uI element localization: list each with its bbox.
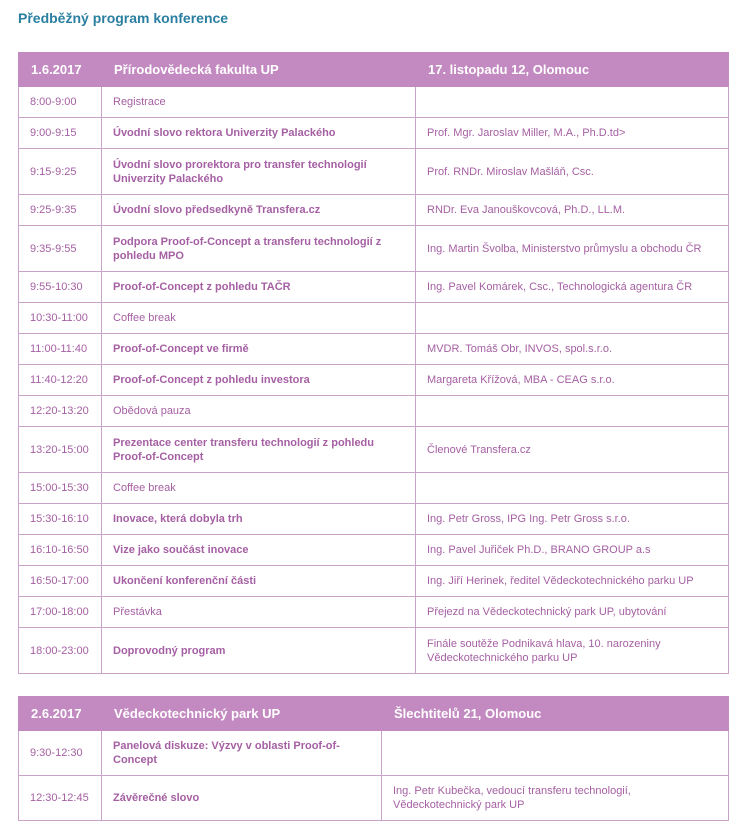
table-row [19,427,729,473]
session-time: 9:15-9:25 [19,149,102,195]
session-time: 9:00-9:15 [19,118,102,149]
session-title: Proof-of-Concept z pohledu investora [102,365,416,396]
session-title: Úvodní slovo rektora Univerzity Palackého [102,118,416,149]
header-address: Šlechtitelů 21, Olomouc [382,697,729,731]
table-row [19,535,729,566]
session-time: 12:20-13:20 [19,396,102,427]
session-time: 10:30-11:00 [19,303,102,334]
table-header-row [19,697,729,731]
table-row [19,566,729,597]
table-row [19,365,729,396]
session-speaker [416,396,729,427]
table-row [19,226,729,272]
page-title: Předběžný program konference [18,10,229,26]
session-title: Coffee break [102,473,416,504]
table-row [19,504,729,535]
session-speaker: RNDr. Eva Janouškovcová, Ph.D., LL.M. [416,195,729,226]
table-row [19,149,729,195]
program-rows [19,731,729,821]
session-time: 15:00-15:30 [19,473,102,504]
session-title: Vize jako součást inovace [102,535,416,566]
session-time: 8:00-9:00 [19,87,102,118]
session-time: 11:40-12:20 [19,365,102,396]
header-venue: Přírodovědecká fakulta UP [102,53,416,87]
table-row [19,473,729,504]
session-speaker: Margareta Křížová, MBA - CEAG s.r.o. [416,365,729,396]
session-title: Inovace, která dobyla trh [102,504,416,535]
session-time: 16:50-17:00 [19,566,102,597]
session-speaker [416,303,729,334]
session-speaker: Přejezd na Vědeckotechnický park UP, ubytování [416,597,729,628]
table-row [19,87,729,118]
table-row [19,731,729,776]
session-title: Obědová pauza [102,396,416,427]
session-speaker: MVDR. Tomáš Obr, INVOS, spol.s.r.o. [416,334,729,365]
session-title: Prezentace center transferu technologií z pohledu Proof-of-Concept [102,427,416,473]
session-speaker: Prof. Mgr. Jaroslav Miller, M.A., Ph.D.td> [416,118,729,149]
session-speaker: Ing. Martin Švolba, Ministerstvo průmyslu a obchodu ČR [416,226,729,272]
header-venue: Vědeckotechnický park UP [102,697,382,731]
header-date: 1.6.2017 [19,53,102,87]
session-speaker: Finále soutěže Podnikavá hlava, 10. narozeniny Vědeckotechnického parku UP [416,628,729,674]
table-row [19,776,729,821]
table-row [19,303,729,334]
session-title: Proof-of-Concept z pohledu TAČR [102,272,416,303]
table-row [19,272,729,303]
session-title: Přestávka [102,597,416,628]
session-time: 11:00-11:40 [19,334,102,365]
session-title: Úvodní slovo prorektora pro transfer technologií Univerzity Palackého [102,149,416,195]
session-speaker: Ing. Petr Kubečka, vedoucí transferu technologií, Vědeckotechnický park UP [382,776,729,821]
session-time: 18:00-23:00 [19,628,102,674]
session-time: 12:30-12:45 [19,776,102,821]
session-speaker [416,87,729,118]
table-row [19,118,729,149]
table-row [19,628,729,674]
session-time: 16:10-16:50 [19,535,102,566]
session-time: 9:30-12:30 [19,731,102,776]
table-row [19,597,729,628]
session-speaker: Ing. Jiří Herinek, ředitel Vědeckotechnického parku UP [416,566,729,597]
table-header-row [19,53,729,87]
session-title: Coffee break [102,303,416,334]
program-table-day2 [18,696,729,821]
session-title: Proof-of-Concept ve firmě [102,334,416,365]
table-row [19,334,729,365]
session-speaker: Ing. Pavel Juřiček Ph.D., BRANO GROUP a.s [416,535,729,566]
session-title: Úvodní slovo předsedkyně Transfera.cz [102,195,416,226]
session-time: 9:35-9:55 [19,226,102,272]
session-time: 9:55-10:30 [19,272,102,303]
table-row [19,396,729,427]
session-speaker: Ing. Petr Gross, IPG Ing. Petr Gross s.r.o. [416,504,729,535]
session-title: Závěrečné slovo [102,776,382,821]
header-address: 17. listopadu 12, Olomouc [416,53,729,87]
session-title: Panelová diskuze: Výzvy v oblasti Proof-of-Concept [102,731,382,776]
session-title: Ukončení konferenční části [102,566,416,597]
session-speaker: Členové Transfera.cz [416,427,729,473]
session-speaker: Prof. RNDr. Miroslav Mašláň, Csc. [416,149,729,195]
session-time: 17:00-18:00 [19,597,102,628]
session-title: Doprovodný program [102,628,416,674]
table-row [19,195,729,226]
session-speaker [416,473,729,504]
session-time: 13:20-15:00 [19,427,102,473]
program-rows [19,87,729,674]
session-speaker: Ing. Pavel Komárek, Csc., Technologická agentura ČR [416,272,729,303]
session-speaker [382,731,729,776]
session-title: Podpora Proof-of-Concept a transferu technologií z pohledu MPO [102,226,416,272]
header-date: 2.6.2017 [19,697,102,731]
program-table-day1 [18,52,729,674]
session-time: 15:30-16:10 [19,504,102,535]
session-time: 9:25-9:35 [19,195,102,226]
session-title: Registrace [102,87,416,118]
